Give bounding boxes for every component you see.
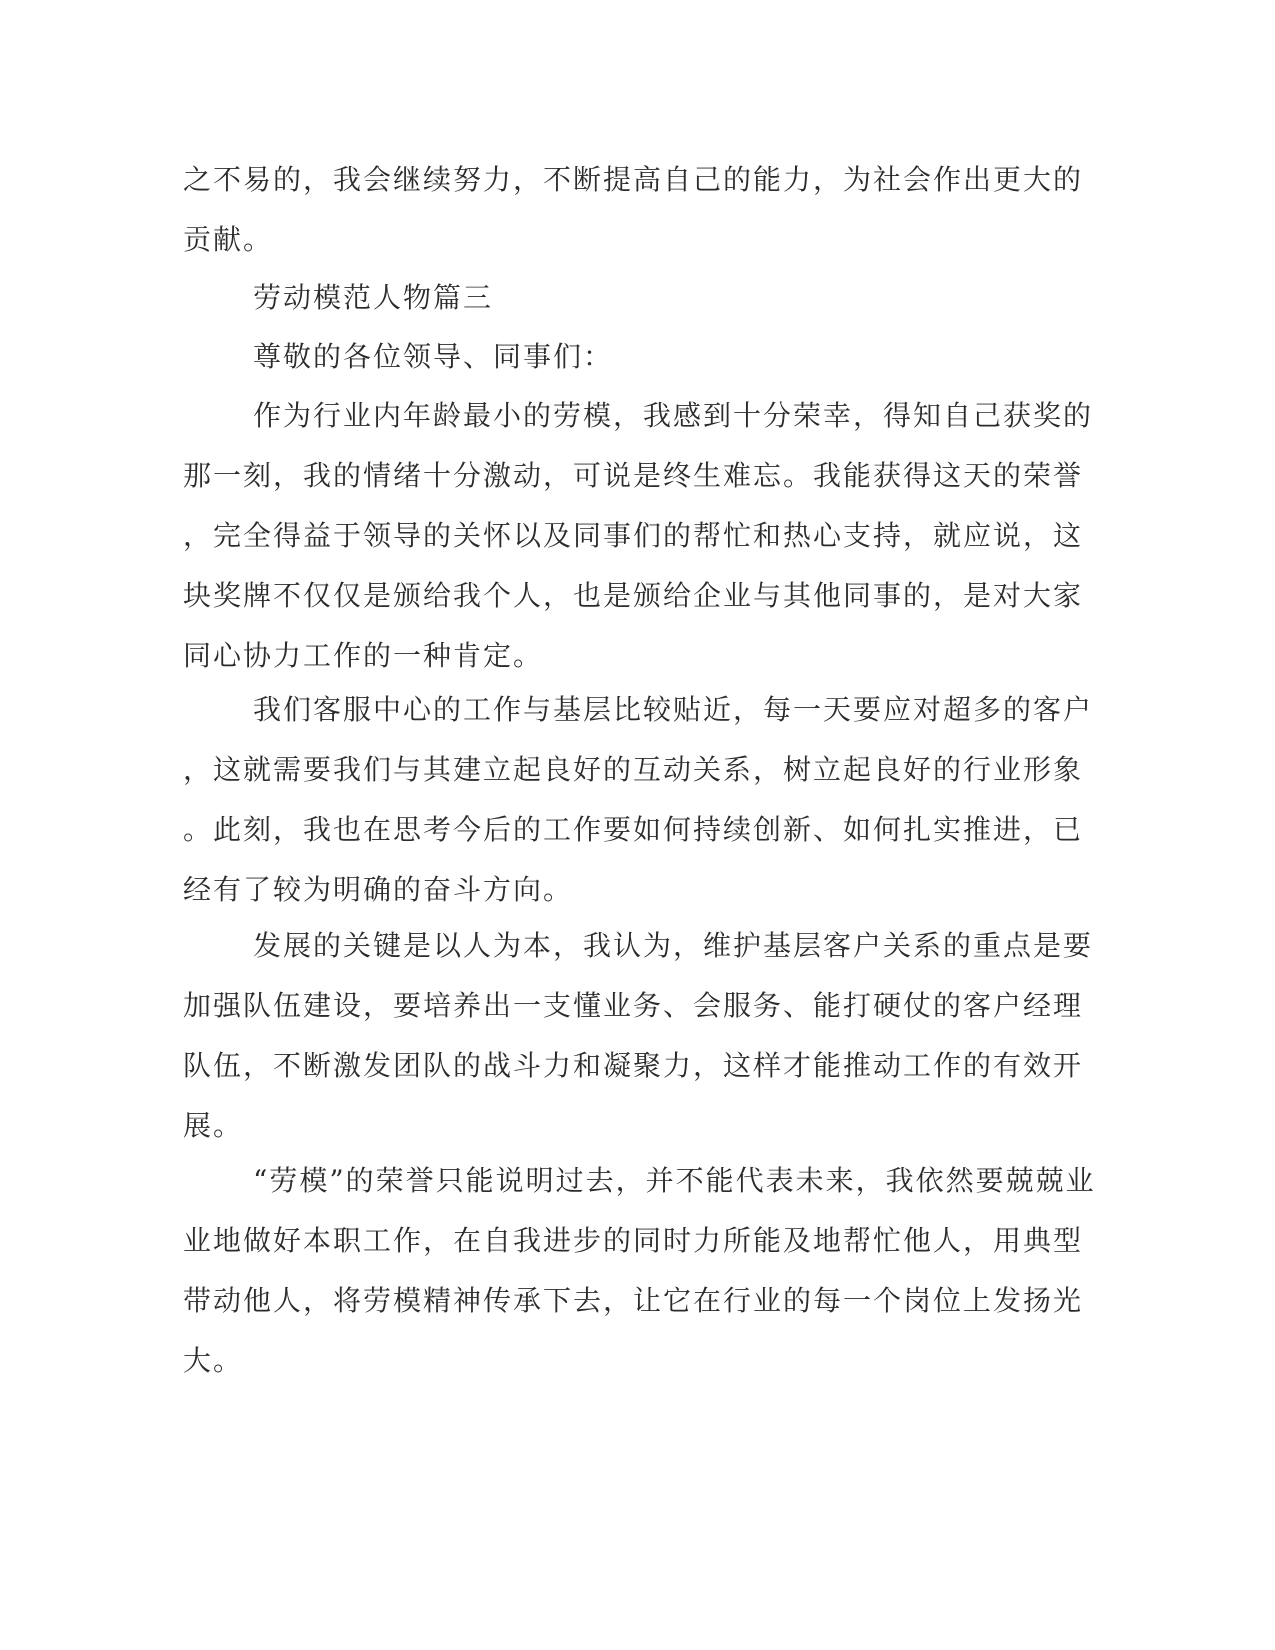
text-line: 业地做好本职工作，在自我进步的同时力所能及地帮忙他人，用典型 xyxy=(183,1224,1084,1257)
text-line: 同心协力工作的一种肯定。 xyxy=(183,639,544,672)
text-line: 作为行业内年龄最小的劳模，我感到十分荣幸，得知自己获奖的 xyxy=(253,399,1094,432)
text-line: 大。 xyxy=(183,1344,244,1377)
text-line: 带动他人，将劳模精神传承下去，让它在行业的每一个岗位上发扬光 xyxy=(183,1284,1084,1317)
paragraph-2 xyxy=(183,680,1094,920)
text-line: ，完全得益于领导的关怀以及同事们的帮忙和热心支持，就应说，这 xyxy=(183,519,1084,552)
section-title-text: 劳动模范人物篇三 xyxy=(253,281,494,314)
text-line: 发展的关键是以人为本，我认为，维护基层客户关系的重点是要 xyxy=(253,929,1094,962)
text-line: 经有了较为明确的奋斗方向。 xyxy=(183,873,574,906)
paragraph-3 xyxy=(183,916,1094,1156)
text-line: 加强队伍建设，要培养出一支懂业务、会服务、能打硬仗的客户经理 xyxy=(183,989,1084,1022)
text-line: 。此刻，我也在思考今后的工作要如何持续创新、如何扎实推进，已 xyxy=(183,813,1084,846)
paragraph-continuation xyxy=(183,150,1084,270)
section-title xyxy=(183,268,1043,328)
paragraph-4 xyxy=(183,1151,1096,1391)
text-line: 块奖牌不仅仅是颁给我个人，也是颁给企业与其他同事的，是对大家 xyxy=(183,579,1084,612)
text-line: 我们客服中心的工作与基层比较贴近，每一天要应对超多的客户 xyxy=(253,693,1094,726)
text-line: 队伍，不断激发团队的战斗力和凝聚力，这样才能推动工作的有效开 xyxy=(183,1049,1084,1082)
text-line: “劳模”的荣誉只能说明过去，并不能代表未来，我依然要兢兢业 xyxy=(253,1164,1096,1197)
text-line: 展。 xyxy=(183,1109,244,1142)
salutation xyxy=(183,327,1043,387)
text-line: 那一刻，我的情绪十分激动，可说是终生难忘。我能获得这天的荣誉 xyxy=(183,459,1084,492)
text-line: 之不易的，我会继续努力，不断提高自己的能力，为社会作出更大的 xyxy=(183,163,1084,196)
text-line: ，这就需要我们与其建立起良好的互动关系，树立起良好的行业形象 xyxy=(183,753,1084,786)
paragraph-1 xyxy=(183,386,1094,686)
text-line: 贡献。 xyxy=(183,223,274,256)
salutation-text: 尊敬的各位领导、同事们： xyxy=(253,340,614,373)
